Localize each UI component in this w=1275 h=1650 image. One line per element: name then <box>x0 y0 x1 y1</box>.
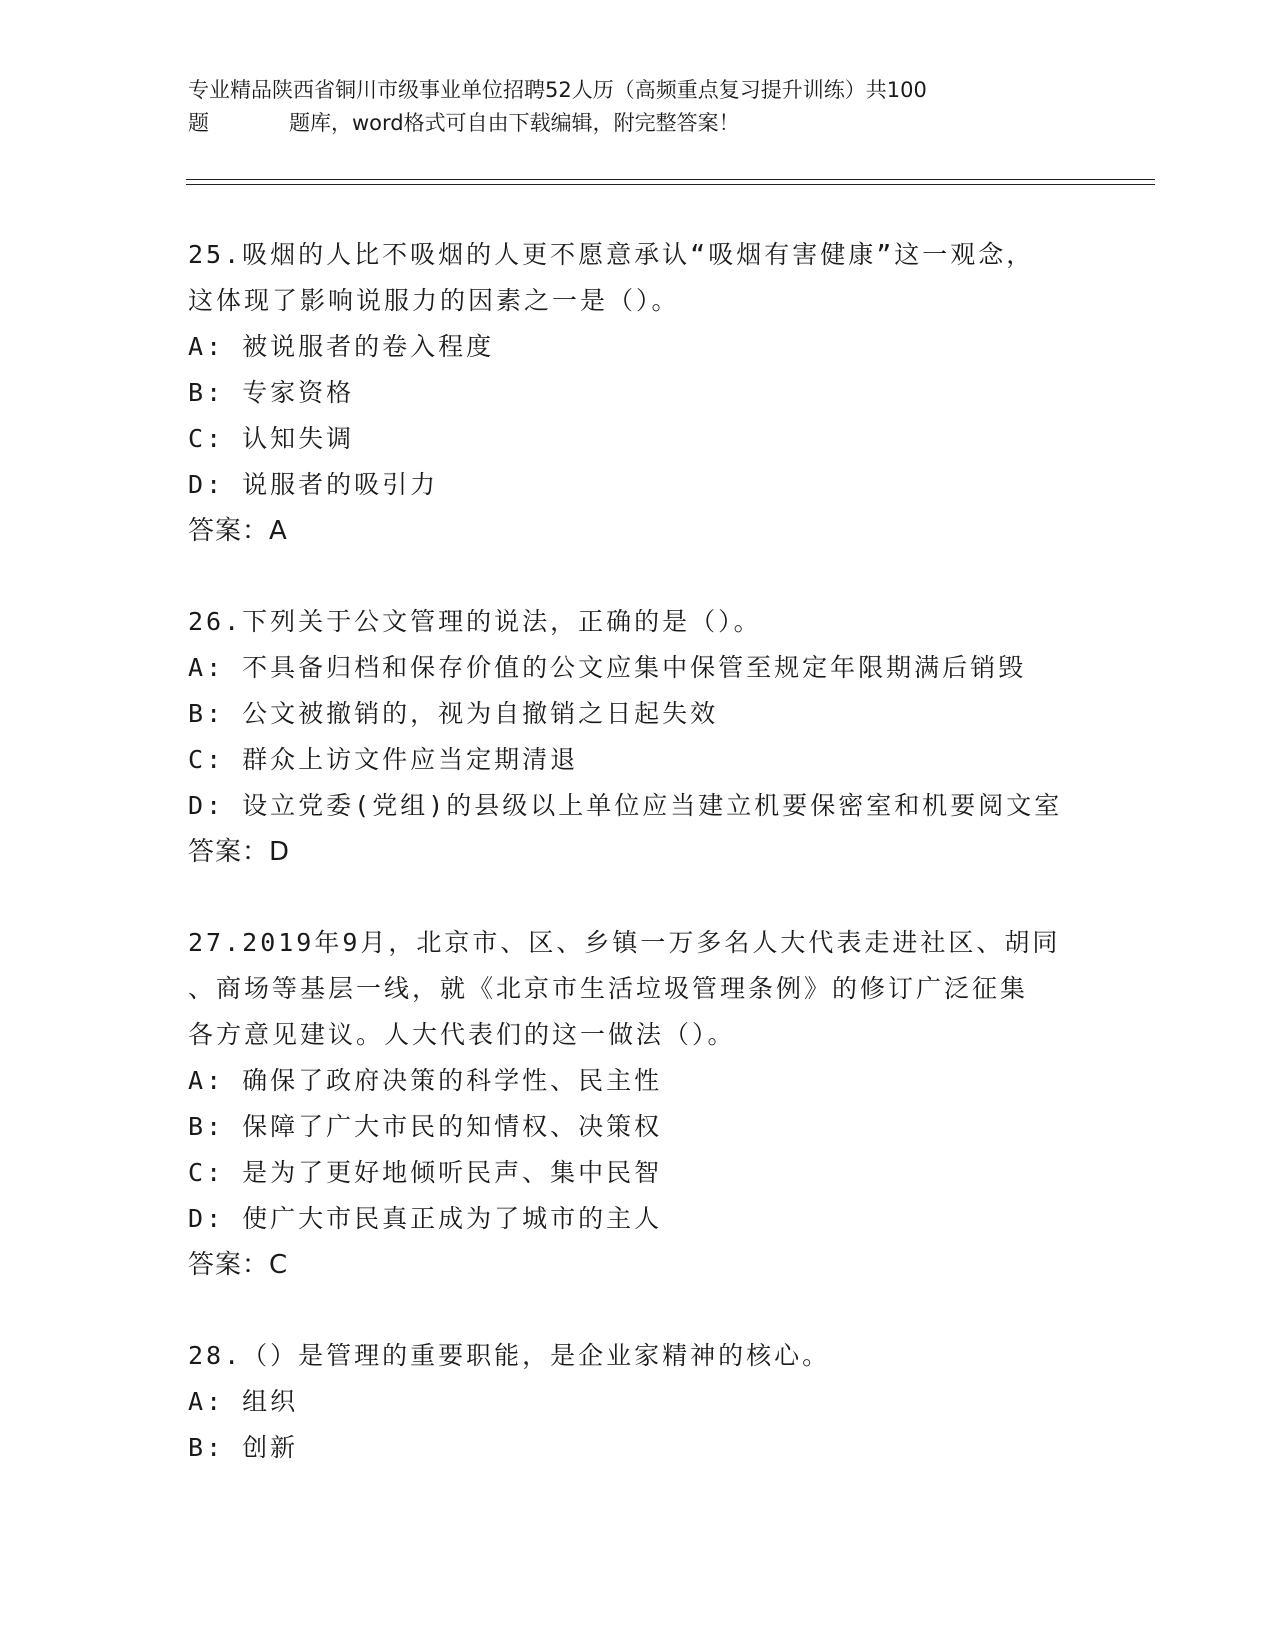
option-a <box>188 324 1088 370</box>
document-header <box>188 74 1088 140</box>
option-text: 保障了广大市民的知情权、决策权 <box>242 1112 663 1141</box>
option-separator: : <box>206 653 243 682</box>
option-text: 专家资格 <box>242 378 355 407</box>
option-separator: : <box>206 1387 243 1416</box>
option-text: 公文被撤销的，视为自撤销之日起失效 <box>242 699 719 728</box>
option-separator: : <box>206 332 243 361</box>
question-stem-line: 28.（）是管理的重要职能，是企业家精神的核心。 <box>188 1341 831 1370</box>
option-text: 是为了更好地倾听民声、集中民智 <box>242 1158 663 1187</box>
option-a <box>188 645 1088 691</box>
header-title-line-2-left: 题 <box>188 111 209 135</box>
option-d <box>188 462 1088 508</box>
option-letter: C <box>188 424 207 453</box>
header-title-line-2-right: 题库，word格式可自由下载编辑，附完整答案！ <box>289 111 740 135</box>
question-stem-line: 26.下列关于公文管理的说法，正确的是（）。 <box>188 607 762 636</box>
option-c <box>188 1150 1088 1196</box>
question-26 <box>188 599 1088 875</box>
question-25 <box>188 232 1088 554</box>
question-28 <box>188 1333 1088 1471</box>
option-b <box>188 691 1088 737</box>
option-separator: : <box>206 1066 243 1095</box>
option-separator: : <box>206 1433 243 1462</box>
option-separator: : <box>206 1158 243 1187</box>
option-text: 使广大市民真正成为了城市的主人 <box>242 1204 663 1233</box>
option-d <box>188 783 1088 829</box>
option-c <box>188 737 1088 783</box>
option-letter: D <box>188 791 207 820</box>
option-letter: D <box>188 1204 207 1233</box>
answer-label: 答案：C <box>188 1250 289 1280</box>
answer-label: 答案：D <box>188 837 291 867</box>
option-letter: B <box>188 378 207 407</box>
question-stem-line: 27.2019年9月，北京市、区、乡镇一万多名人大代表走进社区、胡同 <box>188 928 1061 957</box>
header-divider-top <box>186 179 1155 180</box>
option-text: 不具备归档和保存价值的公文应集中保管至规定年限期满后销毁 <box>242 653 1027 682</box>
option-separator: : <box>206 699 243 728</box>
option-separator: : <box>206 378 243 407</box>
option-letter: B <box>188 1433 207 1462</box>
option-text: 组织 <box>242 1387 299 1416</box>
option-letter: D <box>188 470 207 499</box>
answer-label: 答案：A <box>188 516 288 546</box>
option-letter: A <box>188 1066 207 1095</box>
option-letter: A <box>188 1387 207 1416</box>
question-list <box>188 232 1088 1516</box>
option-separator: : <box>206 1112 243 1141</box>
option-separator: : <box>206 745 243 774</box>
option-text: 被说服者的卷入程度 <box>242 332 495 361</box>
option-letter: A <box>188 653 207 682</box>
question-stem-line: 各方意见建议。人大代表们的这一做法（）。 <box>188 1020 736 1049</box>
option-c <box>188 416 1088 462</box>
header-divider-bottom <box>186 184 1155 185</box>
header-title-line-2 <box>188 107 1088 140</box>
question-27 <box>188 920 1088 1288</box>
option-text: 群众上访文件应当定期清退 <box>242 745 579 774</box>
option-b <box>188 370 1088 416</box>
option-text: 认知失调 <box>242 424 355 453</box>
option-separator: : <box>206 791 243 820</box>
option-a <box>188 1379 1088 1425</box>
option-separator: : <box>206 1204 243 1233</box>
option-separator: : <box>206 470 243 499</box>
option-b <box>188 1425 1088 1471</box>
option-b <box>188 1104 1088 1150</box>
option-text: 设立党委(党组)的县级以上单位应当建立机要保密室和机要阅文室 <box>242 791 1063 820</box>
option-text: 确保了政府决策的科学性、民主性 <box>242 1066 663 1095</box>
option-letter: C <box>188 745 207 774</box>
option-letter: A <box>188 332 207 361</box>
question-stem-line: 25.吸烟的人比不吸烟的人更不愿意承认“吸烟有害健康”这一观念， <box>188 240 1035 269</box>
option-letter: B <box>188 699 207 728</box>
option-letter: C <box>188 1158 207 1187</box>
question-stem-line: 、商场等基层一线，就《北京市生活垃圾管理条例》的修订广泛征集 <box>188 974 1029 1003</box>
option-text: 说服者的吸引力 <box>242 470 439 499</box>
option-letter: B <box>188 1112 207 1141</box>
option-separator: : <box>206 424 243 453</box>
option-d <box>188 1196 1088 1242</box>
option-text: 创新 <box>242 1433 299 1462</box>
option-a <box>188 1058 1088 1104</box>
question-stem-line: 这体现了影响说服力的因素之一是（）。 <box>188 286 680 315</box>
header-title-line-1: 专业精品陕西省铜川市级事业单位招聘52人历（高频重点复习提升训练）共100 <box>188 78 927 102</box>
